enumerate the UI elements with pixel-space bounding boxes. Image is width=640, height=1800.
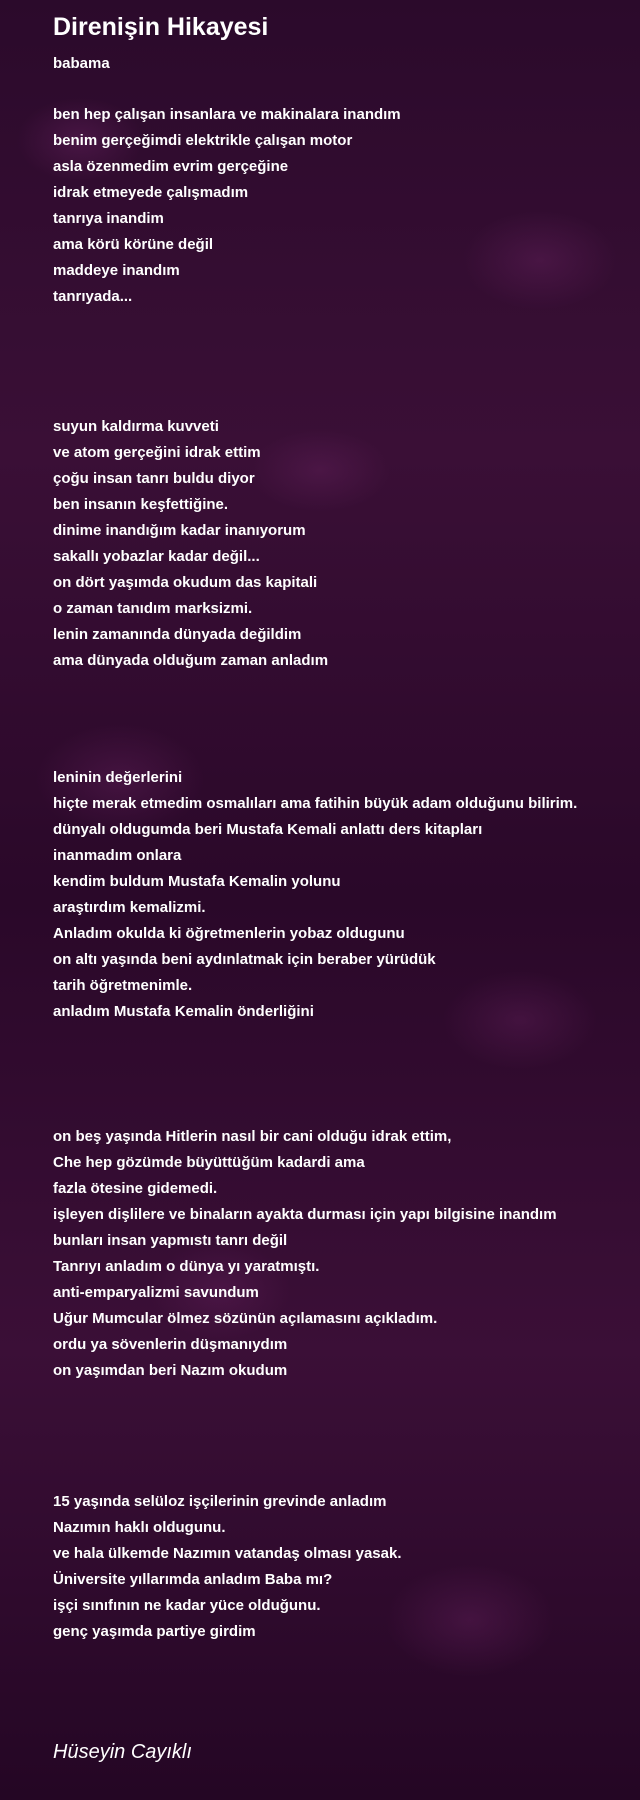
poem-line: tanrıya inandim <box>53 210 164 227</box>
poem-dedication: babama <box>53 55 110 72</box>
poem-line: leninin değerlerini <box>53 769 183 786</box>
poem-line: benim gerçeğimdi elektrikle çalışan motor <box>53 132 353 149</box>
poem-line: on yaşımdan beri Nazım okudum <box>53 1362 288 1379</box>
poem-author: Hüseyin Cayıklı <box>53 1741 192 1763</box>
poem-line: asla özenmedim evrim gerçeğine <box>53 158 289 175</box>
stanza <box>53 1124 557 1384</box>
poem-line: ve atom gerçeğini idrak ettim <box>53 444 261 461</box>
poem-line: Anladım okulda ki öğretmenlerin yobaz oldugunu <box>53 925 405 942</box>
poem-line: lenin zamanında dünyada değildim <box>53 626 302 643</box>
poem-line: genç yaşımda partiye girdim <box>53 1623 256 1640</box>
poem-line: hiçte merak etmedim osmalıları ama fatihin büyük adam olduğunu bilirim. <box>53 795 578 812</box>
poem-line: Che hep gözümde büyüttüğüm kadardi ama <box>53 1154 365 1171</box>
poem-line: ve hala ülkemde Nazımın vatandaş olması yasak. <box>53 1545 402 1562</box>
stanza <box>53 1489 402 1645</box>
poem-line: on dört yaşımda okudum das kapitali <box>53 574 318 591</box>
poem-line: sakallı yobazlar kadar değil... <box>53 548 260 565</box>
poem-line: anladım Mustafa Kemalin önderliğini <box>53 1003 314 1020</box>
poem-line: inanmadım onlara <box>53 847 182 864</box>
poem-line: Üniversite yıllarımda anladım Baba mı? <box>53 1571 333 1588</box>
poem-line: dünyalı oldugumda beri Mustafa Kemali anlattı ders kitapları <box>53 821 483 838</box>
stanza <box>53 102 401 310</box>
poem-line: kendim buldum Mustafa Kemalin yolunu <box>53 873 341 890</box>
poem-line: maddeye inandım <box>53 262 180 279</box>
poem-line: on altı yaşında beni aydınlatmak için beraber yürüdük <box>53 951 436 968</box>
poem-line: işçi sınıfının ne kadar yüce olduğunu. <box>53 1597 321 1614</box>
poem-line: ben hep çalışan insanlara ve makinalara inandım <box>53 106 401 123</box>
poem-line: dinime inandığım kadar inanıyorum <box>53 522 306 539</box>
poem-line: ama körü körüne değil <box>53 236 214 253</box>
poem-line: tanrıyada... <box>53 288 133 305</box>
poem-title: Direnişin Hikayesi <box>53 13 269 41</box>
poem-line: suyun kaldırma kuvveti <box>53 418 219 435</box>
poem-line: Nazımın haklı oldugunu. <box>53 1519 226 1536</box>
poem-line: ben insanın keşfettiğine. <box>53 496 229 513</box>
stanza <box>53 414 328 674</box>
poem-line: on beş yaşında Hitlerin nasıl bir cani olduğu idrak ettim, <box>53 1128 452 1145</box>
poem-line: Uğur Mumcular ölmez sözünün açılamasını açıkladım. <box>53 1310 438 1327</box>
poem-line: anti-emparyalizmi savundum <box>53 1284 259 1301</box>
poem-line: işleyen dişlilere ve binaların ayakta durması için yapı bilgisine inandım <box>53 1206 557 1223</box>
stanza <box>53 765 577 1025</box>
poem-line: araştırdım kemalizmi. <box>53 899 206 916</box>
poem-line: tarih öğretmenimle. <box>53 977 193 994</box>
poem-line: bunları insan yapmıstı tanrı değil <box>53 1232 288 1249</box>
poem-line: 15 yaşında selüloz işçilerinin grevinde anladım <box>53 1493 387 1510</box>
poem-line: ama dünyada olduğum zaman anladım <box>53 652 329 669</box>
poem-line: o zaman tanıdım marksizmi. <box>53 600 253 617</box>
poem-line: Tanrıyı anladım o dünya yı yaratmıştı. <box>53 1258 320 1275</box>
poem-line: idrak etmeyede çalışmadım <box>53 184 249 201</box>
poem-line: ordu ya sövenlerin düşmanıydım <box>53 1336 288 1353</box>
poem-line: fazla ötesine gidemedi. <box>53 1180 218 1197</box>
poem-line: çoğu insan tanrı buldu diyor <box>53 470 255 487</box>
